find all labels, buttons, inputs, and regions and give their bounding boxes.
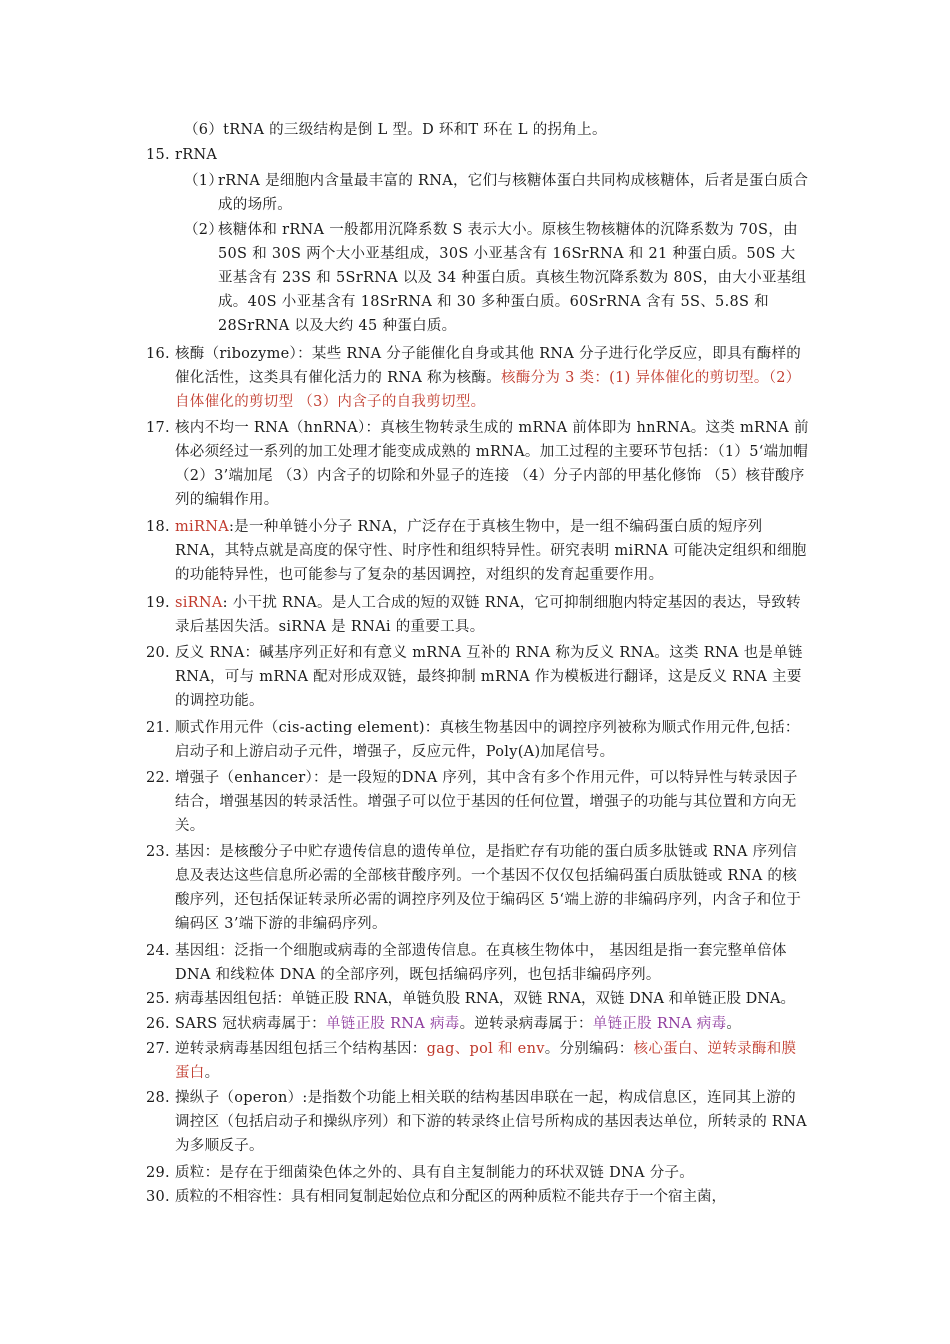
item-22-number: 22. <box>146 770 170 786</box>
item-30-text: 质粒的不相容性：具有相同复制起始位点和分配区的两种质粒不能共存于一个宿主菌， <box>175 1189 726 1205</box>
item-26-answer-2: 单链正股 RNA 病毒 <box>592 1016 727 1032</box>
item-27-part-3: 。 <box>204 1065 220 1081</box>
item-14-6-text: （6）tRNA 的三级结构是倒 L 型。D 环和T 环在 L 的拐角上。 <box>184 122 607 138</box>
item-23 <box>0 840 950 936</box>
item-15-1-number: （1） <box>184 173 224 189</box>
item-19-text <box>175 591 810 639</box>
item-15-number: 15. <box>146 147 170 163</box>
item-23-text: 基因：是核酸分子中贮存遗传信息的遗传单位，是指贮存有功能的蛋白质多肽链或 RNA 序列信息及表达这些信息所必需的全部核苷酸序列。一个基因不仅仅包括编码蛋白质肽链或 RNA 的核酸序列，还包括保证转录所必需的调控序列及位于编码区 5‘端上游的非编码序列，内含子和位于编码区 3’端下游的非编码序列。 <box>175 844 802 932</box>
item-16-text <box>175 342 810 414</box>
item-25-text: 病毒基因组包括：单链正股 RNA，单链负股 RNA，双链 RNA，双链 DNA 和单链正股 DNA。 <box>175 991 795 1007</box>
item-18 <box>0 515 950 587</box>
item-26-part-2: 。逆转录病毒属于： <box>459 1016 593 1032</box>
item-25-number: 25. <box>146 991 170 1007</box>
item-26-answer-1: 单链正股 RNA 病毒 <box>325 1016 460 1032</box>
item-15-2-text: 核糖体和 rRNA 一般都用沉降系数 S 表示大小。原核生物核糖体的沉降系数为 70S，由 50S 和 30S 两个大小亚基组成，30S 小亚基含有 16SrRNA 和 21 种蛋白质。50S 大亚基含有 23S 和 5SrRNA 以及 34 种蛋白质。真核生物沉降系数为 80S，由大小亚基组成。40S 小亚基含有 18SrRNA 和 30 多种蛋白质。60SrRNA 含有 5S、5.8S 和 28SrRNA 以及大约 45 种蛋白质。 <box>218 222 807 334</box>
item-28 <box>0 1086 950 1158</box>
item-28-number: 28. <box>146 1090 170 1106</box>
item-18-definition: :是一种单链小分子 RNA，广泛存在于真核生物中，是一组不编码蛋白质的短序列 RNA，其特点就是高度的保守性、时序性和组织特异性。研究表明 miRNA 可能决定组织和细胞的功能特异性，也可能参与了复杂的基因调控，对组织的发育起重要作用。 <box>175 519 807 583</box>
item-22-text: 增强子（enhancer）：是一段短的DNA 序列，其中含有多个作用元件，可以特异性与转录因子结合，增强基因的转录活性。增强子可以位于基因的任何位置，增强子的功能与其位置和方向无关。 <box>175 770 798 834</box>
item-29-text: 质粒：是存在于细菌染色体之外的、具有自主复制能力的环状双链 DNA 分子。 <box>175 1165 695 1181</box>
item-21 <box>0 716 950 764</box>
item-19-term: siRNA <box>175 595 223 611</box>
item-27-genes: gag、pol 和 env <box>426 1041 545 1057</box>
item-25 <box>0 987 950 1011</box>
item-27-products: 核心蛋白、逆转录酶和膜蛋白 <box>175 1041 797 1081</box>
item-16 <box>0 342 950 414</box>
item-29 <box>0 1161 950 1185</box>
item-15 <box>0 143 950 167</box>
item-15-title: rRNA <box>175 147 218 163</box>
item-24-number: 24. <box>146 943 170 959</box>
item-17-text: 核内不均一 RNA（hnRNA）：真核生物转录生成的 mRNA 前体即为 hnRNA。这类 mRNA 前体必须经过一系列的加工处理才能变成成熟的 mRNA。加工过程的主要环节包括：（1）5‘端加帽 （2）3’端加尾 （3）内含子的切除和外显子的连接 （4）分子内部的甲基化修饰 （5）核苷酸序列的编辑作用。 <box>175 420 809 508</box>
item-22 <box>0 766 950 838</box>
item-19-number: 19. <box>146 595 170 611</box>
item-15-1-text: rRNA 是细胞内含量最丰富的 RNA，它们与核糖体蛋白共同构成核糖体，后者是蛋白质合成的场所。 <box>218 173 809 213</box>
item-15-1 <box>0 169 950 217</box>
item-21-number: 21. <box>146 720 170 736</box>
item-27-text <box>175 1037 810 1085</box>
item-20-number: 20. <box>146 645 170 661</box>
item-26 <box>0 1012 950 1036</box>
item-15-2-number: （2） <box>184 222 224 238</box>
item-16-definition: 核酶（ribozyme）：某些 RNA 分子能催化自身或其他 RNA 分子进行化学反应，即具有酶样的催化活性，这类具有催化活力的 RNA 称为核酶。 <box>175 346 802 386</box>
item-15-2 <box>0 218 950 338</box>
item-17-number: 17. <box>146 420 170 436</box>
item-28-text: 操纵子（operon）:是指数个功能上相关联的结构基因串联在一起，构成信息区，连同其上游的调控区（包括启动子和操纵序列）和下游的转录终止信号所构成的基因表达单位，所转录的 RNA 为多顺反子。 <box>175 1090 807 1154</box>
item-29-number: 29. <box>146 1165 170 1181</box>
item-16-highlight: 核酶分为 3 类：(1) 异体催化的剪切型。（2）自体催化的剪切型 （3）内含子的自我剪切型。 <box>175 370 801 410</box>
item-18-term: miRNA <box>175 519 229 535</box>
item-27 <box>0 1037 950 1085</box>
item-26-part-3: 。 <box>726 1016 742 1032</box>
item-24-text: 基因组：泛指一个细胞或病毒的全部遗传信息。在真核生物体中， 基因组是指一套完整单倍体 DNA 和线粒体 DNA 的全部序列，既包括编码序列，也包括非编码序列。 <box>175 943 787 983</box>
item-18-number: 18. <box>146 519 170 535</box>
item-19 <box>0 591 950 639</box>
item-24 <box>0 939 950 987</box>
item-26-number: 26. <box>146 1016 170 1032</box>
item-30 <box>0 1185 950 1209</box>
item-26-text <box>175 1012 810 1036</box>
item-27-number: 27. <box>146 1041 170 1057</box>
item-20-text: 反义 RNA：碱基序列正好和有意义 mRNA 互补的 RNA 称为反义 RNA。这类 RNA 也是单链 RNA，可与 mRNA 配对形成双链，最终抑制 mRNA 作为模板进行翻译，这是反义 RNA 主要的调控功能。 <box>175 645 803 709</box>
item-17 <box>0 416 950 512</box>
item-27-part-2: 。分别编码： <box>544 1041 634 1057</box>
item-20 <box>0 641 950 713</box>
item-18-text <box>175 515 810 587</box>
item-30-number: 30. <box>146 1189 170 1205</box>
item-14-6 <box>184 118 810 142</box>
item-19-definition: : 小干扰 RNA。是人工合成的短的双链 RNA，它可抑制细胞内特定基因的表达，导致转录后基因失活。siRNA 是 RNAi 的重要工具。 <box>175 595 801 635</box>
item-27-part-1: 逆转录病毒基因组包括三个结构基因： <box>175 1041 427 1057</box>
item-21-text: 顺式作用元件（cis-acting element)：真核生物基因中的调控序列被称为顺式作用元件,包括：启动子和上游启动子元件，增强子，反应元件，Poly(A)加尾信号。 <box>175 720 800 760</box>
item-26-part-1: SARS 冠状病毒属于： <box>175 1016 326 1032</box>
item-16-number: 16. <box>146 346 170 362</box>
item-23-number: 23. <box>146 844 170 860</box>
